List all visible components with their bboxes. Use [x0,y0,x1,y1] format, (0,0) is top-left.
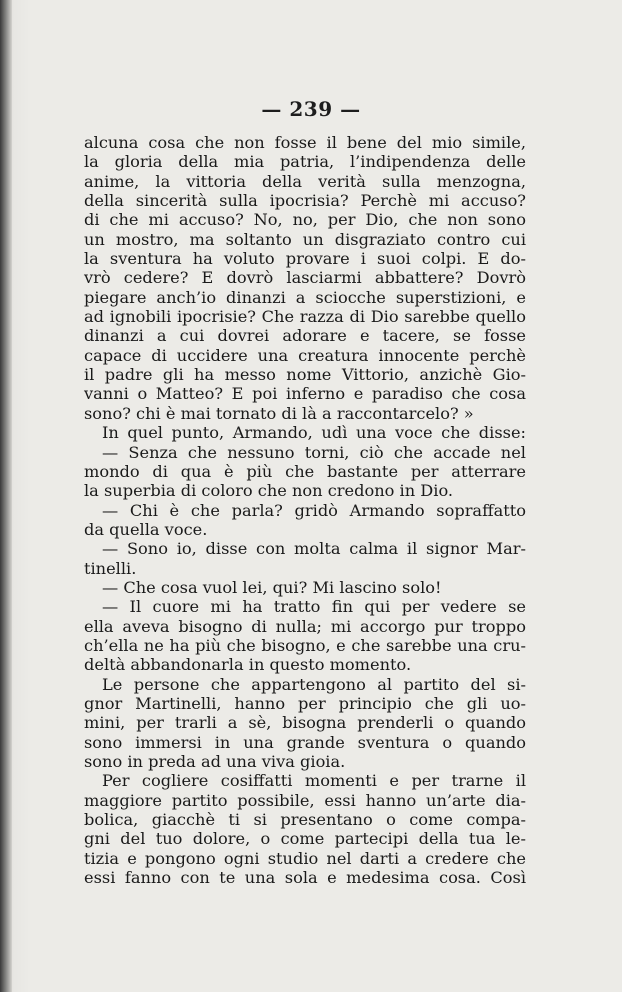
text-line: vanni o Matteo? E poi inferno e paradiso che cosa [84,384,526,404]
text-line: — Sono io, disse con molta calma il signor Mar- [102,539,526,559]
text-line: un mostro, ma soltanto un disgraziato contro cui [84,229,526,249]
text-line: la sventura ha voluto provare i suoi colpi. E do- [84,249,526,269]
text-line: Le persone che appartengono al partito del si- [102,674,526,694]
text-line: — Il cuore mi ha tratto fin qui per vedere se [102,597,526,617]
text-line: la gloria della mia patria, l’indipendenza delle [84,152,526,172]
text-line: tinelli. [84,558,137,578]
text-line: capace di uccidere una creatura innocente perchè [84,345,526,365]
text-line: — Chi è che parla? gridò Armando sopraffatto [102,500,526,520]
page-number: — 239 — [261,97,361,121]
text-line: anime, la vittoria della verità sulla menzogna, [84,171,526,191]
text-line: il padre gli ha messo nome Vittorio, anzichè Gio- [84,365,526,385]
text-line: mini, per trarli a sè, bisogna prenderli o quando [84,713,526,733]
text-line: sono immersi in una grande sventura o quando [84,732,526,752]
text-line: la superbia di coloro che non credono in Dio. [84,481,454,501]
text-line: ella aveva bisogno di nulla; mi accorgo pur troppo [84,616,526,636]
text-line: essi fanno con te una sola e medesima cosa. Così [84,868,526,888]
page-binding-edge [0,0,12,992]
text-line: da quella voce. [84,519,208,539]
text-line: — Che cosa vuol lei, qui? Mi lascino solo! [102,577,442,597]
body-text [84,133,526,887]
text-line: sono in preda ad una viva gioia. [84,752,346,771]
text-line: tizia e pongono ogni studio nel darti a credere che [84,848,526,868]
text-line: dinanzi a cui dovrei adorare e tacere, se fosse [84,326,526,346]
text-line: di che mi accuso? No, no, per Dio, che non sono [84,210,526,230]
text-line: — Senza che nessuno torni, ciò che accade nel [102,442,526,462]
text-line: bolica, giacchè ti si presentano o come compa- [84,810,526,830]
text-line: gnor Martinelli, hanno per principio che gli uo- [84,693,526,713]
text-line: Per cogliere cosiffatti momenti e per trarne il [102,771,526,791]
text-line: gni del tuo dolore, o come partecipi della tua le- [84,829,526,849]
text-line: vrò cedere? E dovrò lasciarmi abbattere? Dovrò [84,268,526,288]
text-line: maggiore partito possibile, essi hanno un’arte dia- [84,790,526,810]
text-line: mondo di qua è più che bastante per atterrare [84,461,526,481]
text-line: piegare anch’io dinanzi a sciocche superstizioni, e [84,287,526,307]
text-line: della sincerità sulla ipocrisia? Perchè mi accuso? [84,191,526,211]
text-line: In quel punto, Armando, udì una voce che disse: [102,423,526,443]
text-line: alcuna cosa che non fosse il bene del mio simile, [84,133,526,152]
text-line: sono? chi è mai tornato di là a raccontarcelo? » [84,403,474,423]
text-line: ch’ella ne ha più che bisogno, e che sarebbe una cru- [84,635,526,655]
text-line: deltà abbandonarla in questo momento. [84,655,412,675]
text-line: ad ignobili ipocrisie? Che razza di Dio sarebbe quello [84,307,526,327]
